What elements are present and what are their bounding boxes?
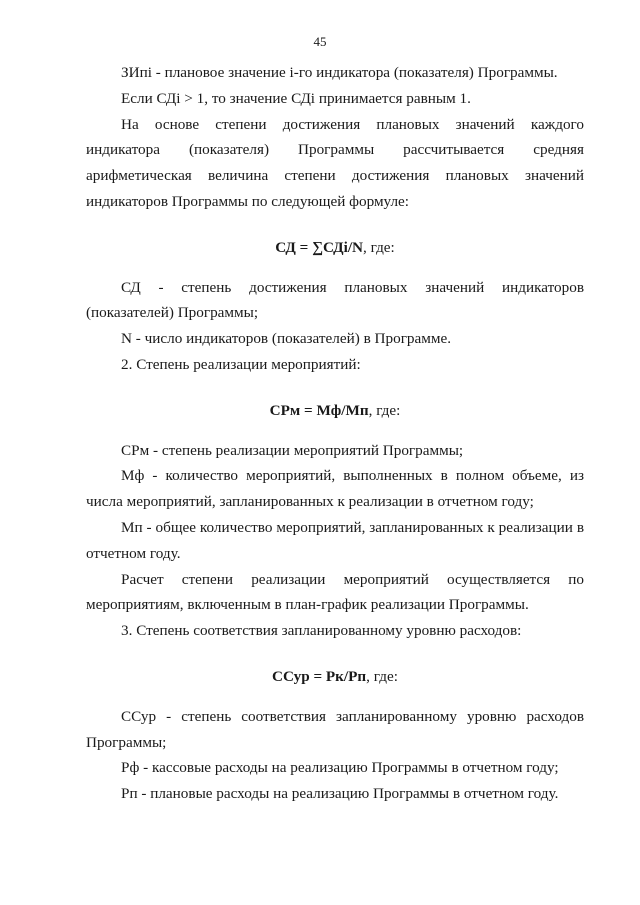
paragraph-sdi-rule: Если СДi > 1, то значение СДi принимается равным 1.: [121, 89, 471, 107]
formula-sd-expression: СД = ∑СДi/N: [275, 238, 364, 256]
formula-ssur-suffix: , где:: [366, 667, 398, 685]
paragraph-rp-definition: Рп - плановые расходы на реализацию Программы в отчетном году.: [121, 785, 559, 803]
formula-srm-suffix: , где:: [368, 401, 401, 419]
paragraph-mf-definition: Мф - количество мероприятий, выполненных в полном объеме, из числа мероприятий, запланированных к реализации в отчетном году;: [86, 467, 584, 511]
formula-sd-suffix: , где:: [363, 238, 395, 256]
paragraph-n-definition: N - число индикаторов (показателей) в Программе.: [121, 330, 452, 348]
paragraph-zip-definition: ЗИпi - плановое значение i-го индикатора (показателя) Программы.: [121, 64, 558, 81]
paragraph-mp-definition: Мп - общее количество мероприятий, запланированных к реализации в отчетном году.: [86, 518, 584, 562]
paragraph-rf-definition: Рф - кассовые расходы на реализацию Программы в отчетном году;: [121, 759, 559, 777]
page-number: 45: [313, 34, 327, 49]
formula-sd: [86, 235, 584, 261]
formula-ssur: [86, 664, 584, 690]
paragraph-average-intro: На основе степени достижения плановых значений каждого индикатора (показателя) Программы рассчитывается средняя арифметическая величина степени достижения плановых значений индикаторов Программы по следующей формуле:: [86, 115, 584, 210]
paragraph-sd-definition: СД - степень достижения плановых значений индикаторов (показателей) Программы;: [86, 278, 584, 322]
paragraph-section-2-heading: 2. Степень реализации мероприятий:: [121, 355, 361, 373]
paragraph-srm-definition: СРм - степень реализации мероприятий Программы;: [121, 441, 464, 459]
paragraph-calculation-note: Расчет степени реализации мероприятий осуществляется по мероприятиям, включенным в план-график реализации Программы.: [86, 570, 584, 614]
paragraph-ssur-definition: ССур - степень соответствия запланированному уровню расходов Программы;: [86, 707, 584, 751]
formula-srm-expression: СРм = Мф/Мп: [269, 401, 369, 419]
formula-ssur-expression: ССур = Рк/Рп: [272, 667, 367, 685]
formula-srm: [86, 398, 584, 424]
document-body: [86, 60, 584, 807]
paragraph-section-3-heading: 3. Степень соответствия запланированному уровню расходов:: [121, 622, 522, 640]
